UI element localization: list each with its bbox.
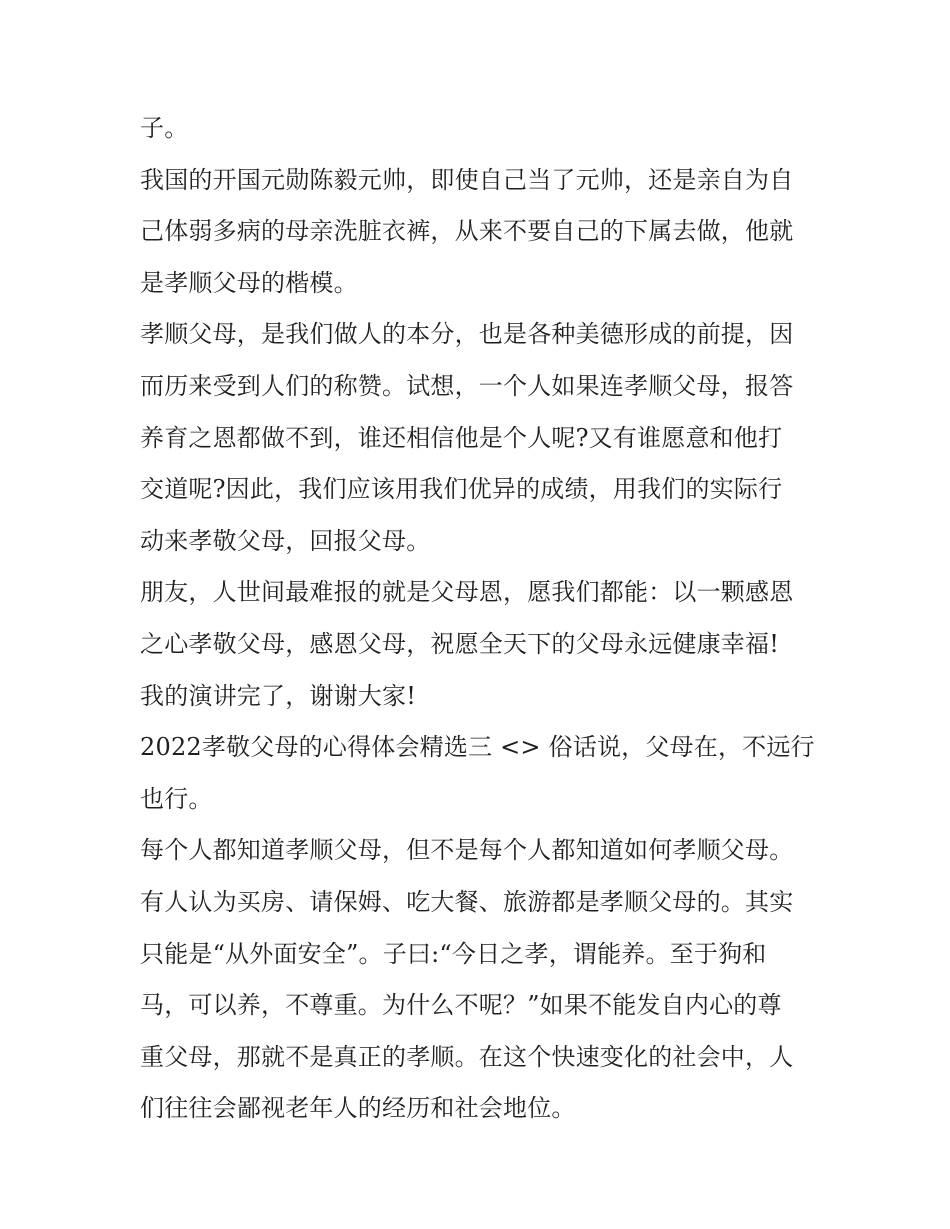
text-line: 有人认为买房、请保姆、吃大餐、旅游都是孝顺父母的。其实 xyxy=(140,887,794,916)
text-line: 马，可以养，不尊重。为什么不呢？”如果不能发自内心的尊 xyxy=(140,991,782,1020)
text-line: 2022孝敬父母的心得体会精选三 <> 俗话说，父母在，不远行 xyxy=(140,733,815,762)
text-line: 而历来受到人们的称赞。试想，一个人如果连孝顺父母，报答 xyxy=(140,371,794,400)
text-line: 我的演讲完了，谢谢大家! xyxy=(140,681,417,710)
text-line: 养育之恩都做不到，谁还相信他是个人呢?又有谁愿意和他打 xyxy=(140,423,783,452)
text-line: 孝顺父母，是我们做人的本分，也是各种美德形成的前提，因 xyxy=(140,320,794,349)
document-body xyxy=(140,108,830,1140)
text-line: 只能是“从外面安全”。子曰:“今日之孝，谓能养。至于狗和 xyxy=(140,939,767,968)
text-line: 交道呢?因此，我们应该用我们优异的成绩，用我们的实际行 xyxy=(140,475,783,504)
text-line: 己体弱多病的母亲洗脏衣裤，从来不要自己的下属去做，他就 xyxy=(140,217,794,246)
text-line: 动来孝敬父母，回报父母。 xyxy=(140,526,431,555)
text-line: 之心孝敬父母，感恩父母，祝愿全天下的父母永远健康幸福! xyxy=(140,629,780,658)
text-line: 我国的开国元勋陈毅元帅，即使自己当了元帅，还是亲自为自 xyxy=(140,165,794,194)
text-line: 朋友，人世间最难报的就是父母恩，愿我们都能：以一颗感恩 xyxy=(140,578,794,607)
text-line: 是孝顺父母的楷模。 xyxy=(140,268,358,297)
text-line: 们往往会鄙视老年人的经历和社会地位。 xyxy=(140,1094,576,1123)
text-line: 也行。 xyxy=(140,784,213,813)
text-line: 每个人都知道孝顺父母，但不是每个人都知道如何孝顺父母。 xyxy=(140,836,794,865)
text-line: 重父母，那就不是真正的孝顺。在这个快速变化的社会中，人 xyxy=(140,1042,794,1071)
text-line: 子。 xyxy=(140,114,189,142)
